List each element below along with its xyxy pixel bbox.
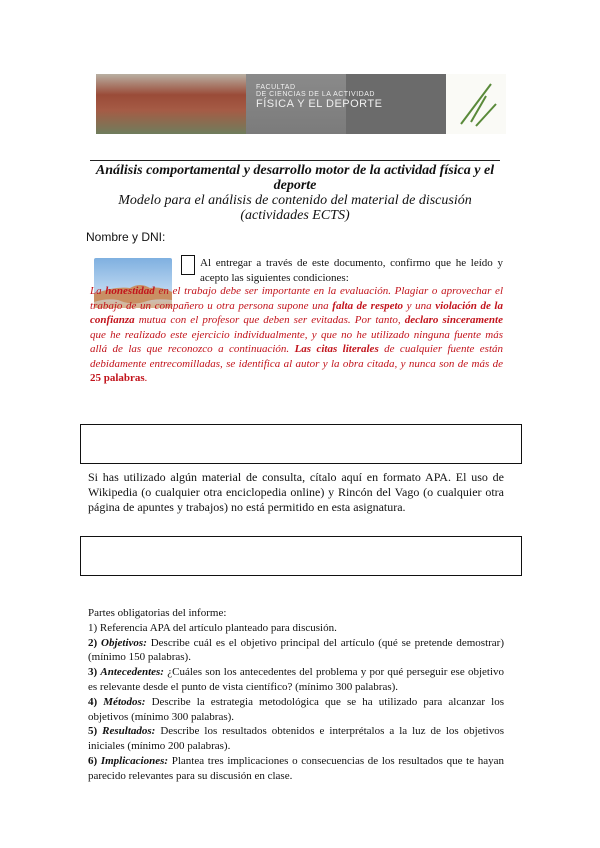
logo-mark-icon	[446, 74, 506, 134]
banner-line-1: FACULTAD	[256, 84, 296, 91]
cond-text-5: que he realizado este ejercicio individualmente, y que no he utilizado ninguna fuente más allá de las que reconozco a continuación.	[90, 328, 503, 355]
required-parts	[88, 606, 504, 784]
part-text: Describe cuál es el objetivo principal del artículo (qué se pretende demostrar) (mínimo 150 palabras).	[88, 636, 505, 664]
part-text: Plantea tres implicaciones o consecuencias de los resultados que te hayan parecido relevantes para su discusión en clase.	[88, 754, 505, 782]
part-num: 1)	[88, 621, 98, 634]
part-text: ¿Cuáles son los antecedentes del problema y por qué perseguir ese objetivo es relevante desde el punto de vista científico? (mínimo 300 palabras).	[88, 666, 505, 693]
sources-answer-box[interactable]	[80, 536, 522, 576]
cond-text-7: .	[144, 372, 148, 384]
cond-bold-1: honestidad	[105, 285, 155, 297]
part-num: 5)	[88, 725, 98, 738]
part-num: 2)	[88, 636, 98, 649]
cond-text-3: y una	[403, 299, 436, 312]
part-item-2	[88, 636, 504, 666]
part-text: Describe los resultados obtenidos e interprétalos a la luz de los objetivos iniciales (mínimo 200 palabras).	[88, 725, 505, 753]
cond-bold-4: declaro sinceramente	[404, 314, 503, 326]
honesty-statement	[200, 256, 503, 285]
part-text: Referencia APA del artículo planteado para discusión.	[99, 621, 337, 634]
cond-bold-3: violación de la confianza	[90, 299, 503, 326]
cond-bold-2: falta de respeto	[332, 299, 404, 312]
part-item-6	[88, 754, 504, 784]
nombre-dni-label: Nombre y DNI:	[86, 230, 166, 244]
part-label: Resultados:	[102, 725, 156, 738]
cond-bold-5: Las citas literales	[294, 343, 379, 355]
cond-text-1: La	[90, 285, 106, 297]
banner-text	[256, 84, 382, 110]
banner-line-2: DE CIENCIAS DE LA ACTIVIDAD	[256, 91, 375, 98]
intro-normal-text: Al entregar a través de este documento, confirmo que he leído y acepto las siguientes condiciones:	[200, 257, 503, 284]
part-item-1	[88, 621, 504, 636]
document-title	[90, 160, 500, 223]
cond-text-2: en el trabajo debe ser importante en la evaluación. Plagiar o aprovechar el trabajo de un compañero u otra persona supone una	[90, 285, 503, 312]
part-item-4	[88, 695, 504, 725]
faculty-banner	[96, 74, 506, 134]
part-item-5	[88, 724, 504, 754]
cond-text-4: mutua con el profesor que deben ser evitadas. Por tanto,	[134, 314, 405, 326]
banner-line-3: FÍSICA Y EL DEPORTE	[256, 98, 383, 110]
building-photo	[96, 74, 246, 134]
title-line-2: Modelo para el análisis de contenido del material de discusión (actividades ECTS)	[118, 193, 472, 223]
accept-conditions-checkbox[interactable]	[181, 255, 195, 275]
part-num: 6)	[88, 754, 98, 767]
part-item-3	[88, 665, 504, 695]
sources-question: Si has utilizado algún material de consulta, cítalo aquí en formato APA. El uso de Wikipedia (o cualquier otra enciclopedia online) y Rincón del Vago (o cualquier otra página de apuntes y trabajos) no está permitido en esta asignatura.	[88, 470, 504, 514]
part-label: Implicaciones:	[100, 754, 169, 767]
faculty-logo	[446, 74, 506, 134]
parts-heading: Partes obligatorias del informe:	[88, 607, 227, 619]
part-label: Métodos:	[103, 695, 146, 708]
cond-text-6: de cualquier fuente están debidamente entrecomilladas, se identifica al autor y la obra citada, y nunca son de más de	[90, 343, 504, 370]
title-line-1: Análisis comportamental y desarrollo motor de la actividad física y el deporte	[95, 163, 495, 193]
part-num: 3)	[88, 666, 98, 679]
part-num: 4)	[88, 695, 98, 708]
cond-bold-6: 25 palabras	[90, 372, 145, 384]
part-label: Antecedentes:	[100, 666, 164, 679]
part-text: Describe la estrategia metodológica que se ha utilizado para alcanzar los objetivos (mínimo 300 palabras).	[88, 695, 504, 723]
part-label: Objetivos:	[101, 636, 147, 649]
helper-answer-box[interactable]	[80, 424, 522, 464]
honesty-conditions	[90, 284, 503, 386]
